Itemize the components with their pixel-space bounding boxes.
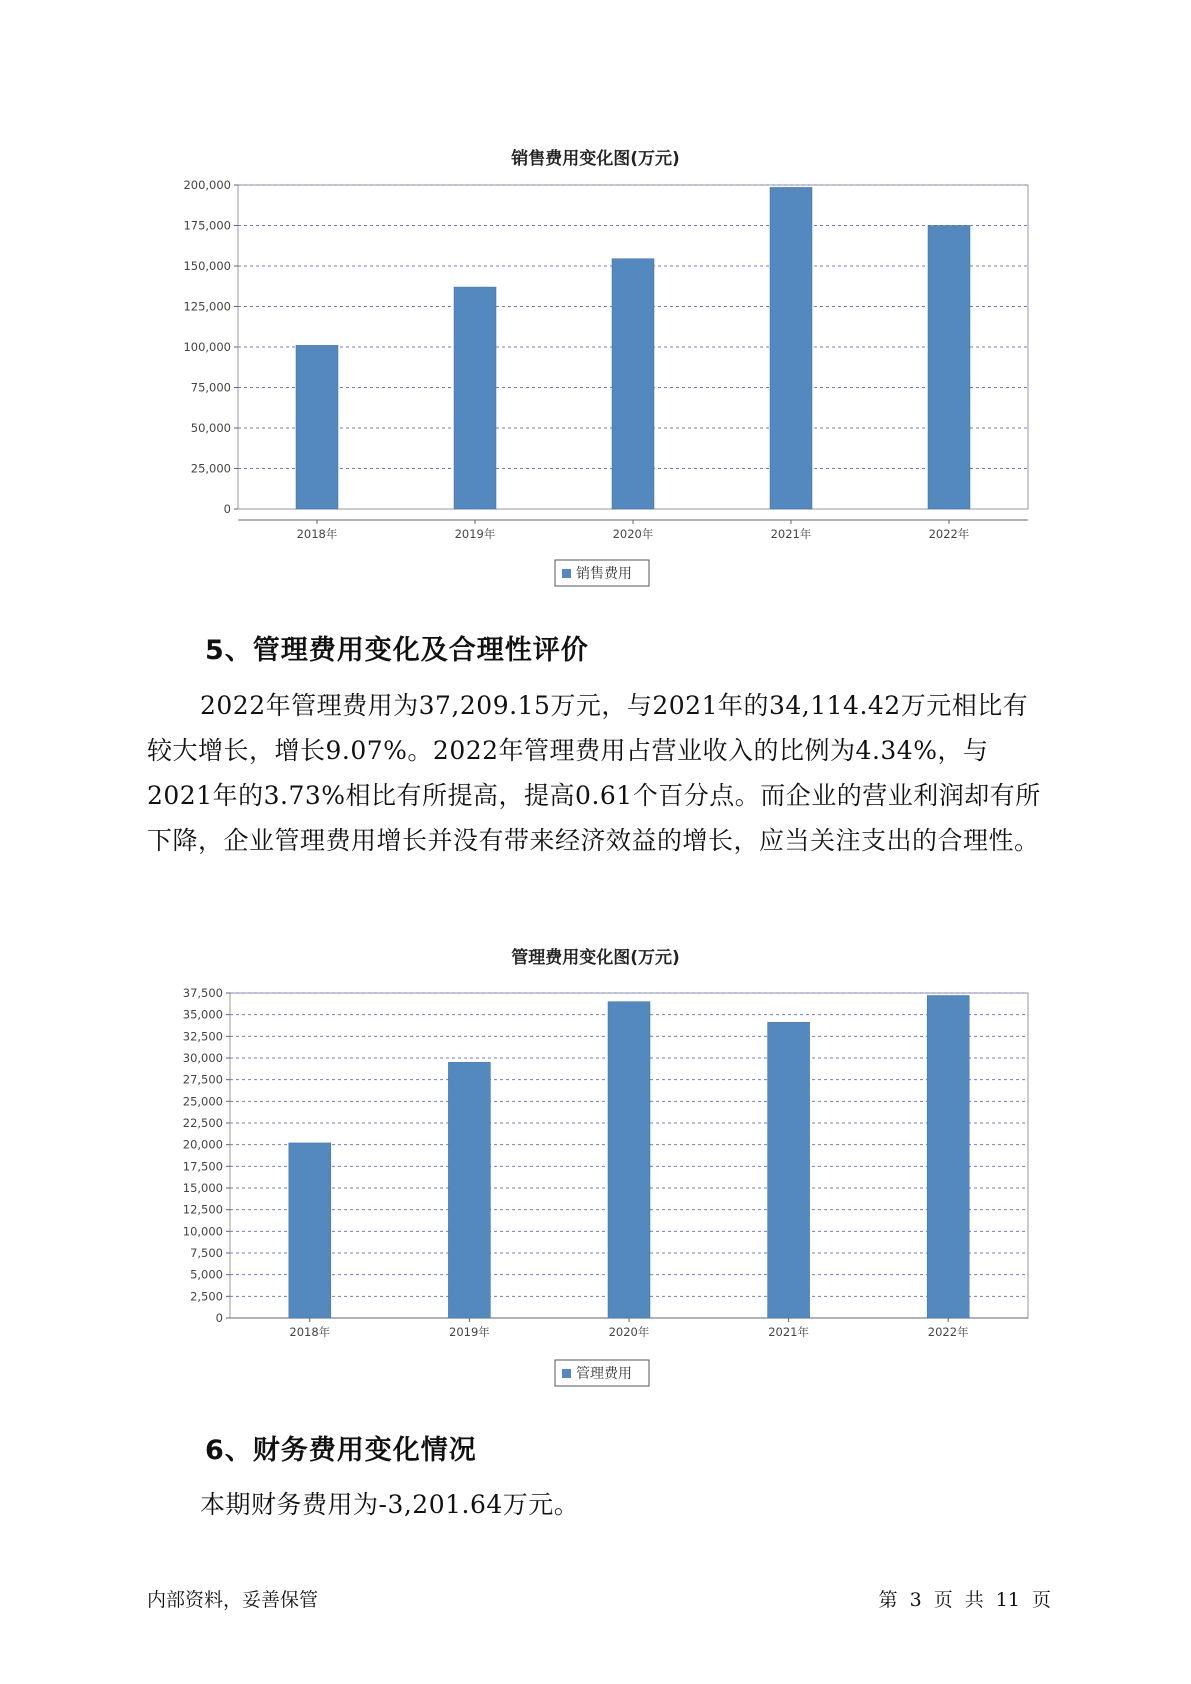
- y-tick-label: 15,000: [182, 1181, 223, 1195]
- x-tick-label: 2022年: [927, 1325, 969, 1339]
- y-tick-label: 0: [215, 1311, 223, 1325]
- y-tick-label: 100,000: [183, 340, 231, 354]
- x-tick-label: 2018年: [296, 527, 338, 541]
- x-tick-label: 2020年: [608, 1325, 650, 1339]
- y-tick-label: 75,000: [190, 380, 231, 395]
- bar: [608, 1002, 650, 1318]
- bar: [770, 187, 812, 509]
- footer-page-number: 第 3 页 共 11 页: [878, 1589, 1051, 1611]
- y-tick-label: 22,500: [182, 1116, 223, 1130]
- x-tick-label: 2019年: [449, 1325, 490, 1339]
- legend-label: 销售费用: [576, 566, 632, 582]
- y-tick-label: 17,500: [182, 1159, 223, 1174]
- bar: [296, 345, 338, 509]
- y-tick-label: 25,000: [182, 1094, 223, 1109]
- y-tick-label: 2,500: [190, 1289, 223, 1304]
- admin-expense-chart-title: 管理费用变化图(万元): [511, 948, 680, 968]
- bar: [612, 259, 654, 509]
- y-tick-label: 12,500: [182, 1202, 223, 1217]
- y-tick-label: 7,500: [190, 1246, 223, 1260]
- x-tick-label: 2020年: [612, 527, 654, 541]
- x-tick-label: 2018年: [289, 1325, 331, 1339]
- y-tick-label: 5,000: [190, 1267, 223, 1282]
- y-tick-label: 0: [223, 502, 231, 516]
- bar: [768, 1022, 810, 1318]
- section5-paragraph: 2022年管理费用为37,209.15万元，与2021年的34,114.42万元相比有较大增长，增长9.07%。2022年管理费用占营业收入的比例为4.34%，与2021年的3.73%相比有所提高，提高0.61个百分点。而企业的营业利润却有所下降，企业管理费用增长并没有带来经济效益的增长，应当关注支出的合理性。: [147, 691, 1041, 855]
- y-tick-label: 150,000: [183, 259, 231, 273]
- legend-swatch: [562, 1369, 571, 1378]
- y-tick-label: 200,000: [183, 180, 231, 192]
- footer-confidential-note: 内部资料，妥善保管: [147, 1589, 319, 1611]
- bar: [928, 226, 970, 510]
- bar: [927, 996, 969, 1318]
- sales-expense-chart-title: 销售费用变化图(万元): [511, 149, 680, 169]
- y-tick-label: 37,500: [182, 986, 223, 1000]
- section6-heading: 6、财务费用变化情况: [205, 1435, 477, 1466]
- y-tick-label: 35,000: [182, 1007, 223, 1022]
- x-tick-label: 2019年: [454, 527, 496, 541]
- y-tick-label: 175,000: [183, 218, 231, 233]
- x-tick-label: 2022年: [928, 527, 970, 541]
- x-tick-label: 2021年: [768, 1325, 809, 1339]
- section5-heading: 5、管理费用变化及合理性评价: [205, 635, 589, 666]
- x-tick-label: 2021年: [770, 527, 812, 541]
- y-tick-label: 20,000: [182, 1137, 223, 1152]
- y-tick-label: 50,000: [190, 421, 231, 435]
- bar: [454, 287, 496, 509]
- y-tick-label: 30,000: [182, 1051, 223, 1065]
- sales-expense-chart: [150, 180, 1030, 590]
- y-tick-label: 125,000: [183, 299, 231, 314]
- legend-label: 管理费用: [576, 1366, 632, 1382]
- y-tick-label: 25,000: [190, 461, 231, 476]
- bar: [289, 1143, 331, 1318]
- section6-paragraph: 本期财务费用为-3,201.64万元。: [200, 1490, 580, 1519]
- legend-swatch: [562, 569, 571, 578]
- admin-expense-chart: [150, 980, 1030, 1390]
- y-tick-label: 27,500: [182, 1072, 223, 1087]
- y-tick-label: 10,000: [182, 1224, 223, 1239]
- bar: [448, 1062, 490, 1318]
- y-tick-label: 32,500: [182, 1029, 223, 1044]
